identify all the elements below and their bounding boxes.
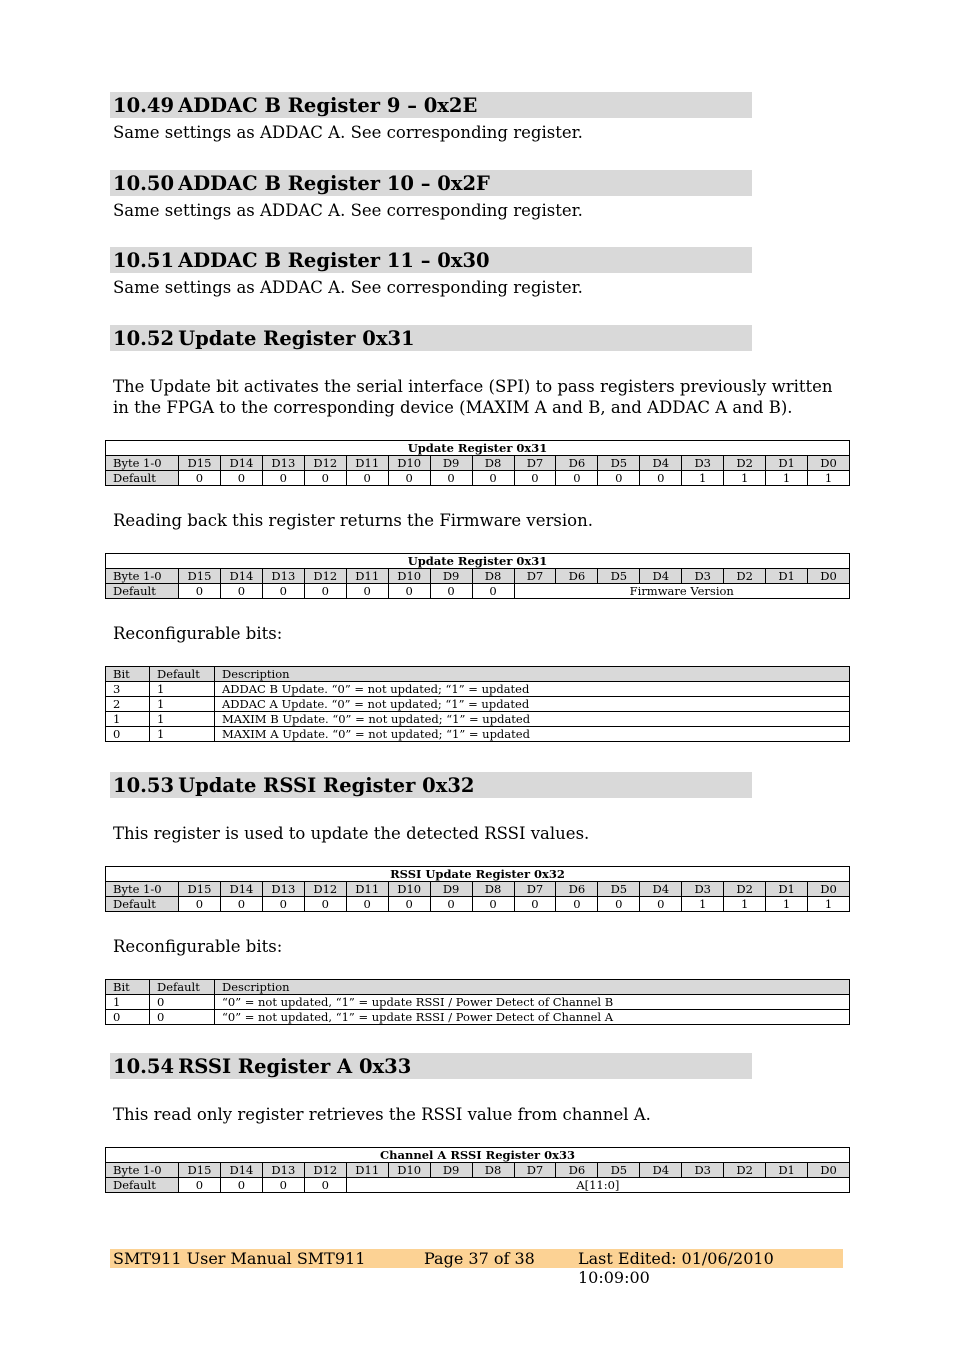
header-cell: D12 (304, 1163, 346, 1178)
section-heading-10-54 (110, 1053, 752, 1079)
bits-table-update (105, 666, 850, 742)
cell: 0 (514, 471, 556, 486)
section-heading-10-52 (110, 325, 752, 351)
table-header-row (106, 1163, 850, 1178)
table-row (106, 727, 850, 742)
cell: 0 (220, 471, 262, 486)
section-title: RSSI Register A 0x33 (178, 1055, 412, 1078)
page-footer (110, 1249, 843, 1287)
section-text: Same settings as ADDAC A. See corresponding register. (113, 201, 583, 220)
header-cell: D6 (556, 456, 598, 471)
footer-manual-title: SMT911 User Manual SMT911 (113, 1249, 366, 1268)
table-row (106, 1178, 850, 1193)
header-cell: D9 (430, 456, 472, 471)
header-cell: D6 (556, 569, 598, 584)
header-cell: D0 (808, 456, 850, 471)
row-label: Default (106, 1178, 179, 1193)
header-cell: D8 (472, 456, 514, 471)
header-cell: D2 (724, 456, 766, 471)
cell: “0” = not updated, “1” = update RSSI / Power Detect of Channel B (215, 995, 850, 1010)
row-label: Default (106, 897, 179, 912)
cell: 0 (640, 471, 682, 486)
header-cell: D2 (724, 569, 766, 584)
section-number: 10.53 (113, 774, 175, 797)
cell: 0 (556, 471, 598, 486)
header-cell: D1 (766, 569, 808, 584)
cell: 1 (106, 712, 150, 727)
cell: 0 (262, 897, 304, 912)
cell: 0 (304, 1178, 346, 1193)
reading-back-text: Reading back this register returns the Firmware version. (113, 511, 593, 530)
header-cell: D2 (724, 882, 766, 897)
header-cell: Description (215, 980, 850, 995)
section-title: Update RSSI Register 0x32 (178, 774, 475, 797)
header-cell: D14 (220, 569, 262, 584)
cell: 0 (430, 471, 472, 486)
section-number: 10.50 (113, 172, 175, 195)
register-table-update-2 (105, 553, 850, 599)
cell: 1 (724, 897, 766, 912)
section-title: ADDAC B Register 10 – 0x2F (178, 172, 490, 195)
header-cell: D1 (766, 456, 808, 471)
cell: MAXIM A Update. “0” = not updated; “1” = updated (215, 727, 850, 742)
header-cell: D11 (346, 456, 388, 471)
section-heading-10-51 (110, 247, 752, 273)
table-header-row (106, 980, 850, 995)
header-cell: Bit (106, 667, 150, 682)
header-cell: D4 (640, 569, 682, 584)
cell: 1 (766, 897, 808, 912)
cell: 1 (150, 682, 215, 697)
cell: 0 (472, 584, 514, 599)
header-cell: D7 (514, 1163, 556, 1178)
header-cell: D9 (430, 569, 472, 584)
table-header-row (106, 667, 850, 682)
table-row (106, 584, 850, 599)
table-row (106, 1010, 850, 1025)
table-title: RSSI Update Register 0x32 (106, 867, 850, 882)
cell: 0 (640, 897, 682, 912)
cell: 0 (220, 584, 262, 599)
cell: 0 (179, 1178, 221, 1193)
bits-table-rssi (105, 979, 850, 1025)
table-row (106, 697, 850, 712)
header-cell: Description (215, 667, 850, 682)
header-cell: D7 (514, 569, 556, 584)
cell: 0 (598, 897, 640, 912)
header-cell: D4 (640, 456, 682, 471)
cell: MAXIM B Update. “0” = not updated; “1” = updated (215, 712, 850, 727)
cell: 0 (388, 471, 430, 486)
section-number: 10.49 (113, 94, 175, 117)
section-number: 10.52 (113, 327, 175, 350)
header-cell: D4 (640, 1163, 682, 1178)
cell: 1 (150, 697, 215, 712)
header-cell: D6 (556, 882, 598, 897)
header-cell: D3 (682, 456, 724, 471)
header-cell: D13 (262, 1163, 304, 1178)
header-cell: D14 (220, 456, 262, 471)
section-text: Same settings as ADDAC A. See corresponding register. (113, 123, 583, 142)
section-text: This read only register retrieves the RSSI value from channel A. (113, 1105, 651, 1124)
cell: 0 (106, 727, 150, 742)
header-cell: Byte 1-0 (106, 882, 179, 897)
header-cell: D6 (556, 1163, 598, 1178)
footer-last-edited: Last Edited: 01/06/2010 10:09:00 (578, 1249, 774, 1287)
section-number: 10.51 (113, 249, 175, 272)
header-cell: D5 (598, 456, 640, 471)
cell: 0 (150, 1010, 215, 1025)
register-table-rssi-a (105, 1147, 850, 1193)
header-cell: D10 (388, 569, 430, 584)
section-text: This register is used to update the detected RSSI values. (113, 824, 590, 843)
header-cell: D7 (514, 456, 556, 471)
header-cell: D3 (682, 1163, 724, 1178)
cell: 0 (179, 897, 221, 912)
header-cell: D1 (766, 882, 808, 897)
cell: 0 (346, 471, 388, 486)
footer-page-number: Page 37 of 38 (424, 1249, 535, 1268)
cell: 0 (106, 1010, 150, 1025)
cell: 0 (150, 995, 215, 1010)
cell: 1 (808, 471, 850, 486)
section-heading-10-53 (110, 772, 752, 798)
rssi-value-cell: A[11:0] (346, 1178, 849, 1193)
cell: 2 (106, 697, 150, 712)
cell: 1 (682, 897, 724, 912)
header-cell: Byte 1-0 (106, 1163, 179, 1178)
table-header-row (106, 456, 850, 471)
header-cell: D0 (808, 882, 850, 897)
header-cell: D3 (682, 569, 724, 584)
cell: 0 (346, 584, 388, 599)
header-cell: D12 (304, 569, 346, 584)
header-cell: D8 (472, 882, 514, 897)
header-cell: D9 (430, 1163, 472, 1178)
header-cell: D4 (640, 882, 682, 897)
header-cell: D7 (514, 882, 556, 897)
header-cell: D11 (346, 1163, 388, 1178)
section-number: 10.54 (113, 1055, 175, 1078)
header-cell: Byte 1-0 (106, 456, 179, 471)
header-cell: D15 (179, 569, 221, 584)
cell: 1 (808, 897, 850, 912)
cell: 0 (220, 897, 262, 912)
cell: 1 (150, 727, 215, 742)
table-row (106, 897, 850, 912)
cell: ADDAC A Update. “0” = not updated; “1” = updated (215, 697, 850, 712)
row-label: Default (106, 584, 179, 599)
table-title: Channel A RSSI Register 0x33 (106, 1148, 850, 1163)
cell: 1 (106, 995, 150, 1010)
header-cell: D9 (430, 882, 472, 897)
cell: 3 (106, 682, 150, 697)
table-title: Update Register 0x31 (106, 554, 850, 569)
cell: 0 (179, 471, 221, 486)
header-cell: D10 (388, 456, 430, 471)
section-title: ADDAC B Register 9 – 0x2E (178, 94, 478, 117)
header-cell: D13 (262, 569, 304, 584)
header-cell: Byte 1-0 (106, 569, 179, 584)
cell: 0 (262, 584, 304, 599)
cell: 0 (388, 897, 430, 912)
row-label: Default (106, 471, 179, 486)
reconfig-label: Reconfigurable bits: (113, 624, 283, 643)
header-cell: Default (150, 980, 215, 995)
section-title: Update Register 0x31 (178, 327, 415, 350)
table-row (106, 682, 850, 697)
section-heading-10-50 (110, 170, 752, 196)
table-header-row (106, 569, 850, 584)
header-cell: D13 (262, 882, 304, 897)
register-table-rssi-update (105, 866, 850, 912)
header-cell: D3 (682, 882, 724, 897)
cell: 0 (304, 471, 346, 486)
cell: 0 (262, 1178, 304, 1193)
header-cell: D5 (598, 569, 640, 584)
table-row (106, 712, 850, 727)
header-cell: D15 (179, 882, 221, 897)
cell: 0 (179, 584, 221, 599)
header-cell: D11 (346, 882, 388, 897)
header-cell: D12 (304, 882, 346, 897)
header-cell: D15 (179, 456, 221, 471)
header-cell: D13 (262, 456, 304, 471)
table-row (106, 471, 850, 486)
header-cell: Default (150, 667, 215, 682)
header-cell: D12 (304, 456, 346, 471)
cell: 0 (430, 584, 472, 599)
firmware-version-cell: Firmware Version (514, 584, 850, 599)
cell: 0 (304, 584, 346, 599)
header-cell: D8 (472, 1163, 514, 1178)
cell: ADDAC B Update. “0” = not updated; “1” = updated (215, 682, 850, 697)
cell: 0 (430, 897, 472, 912)
cell: 1 (766, 471, 808, 486)
header-cell: D10 (388, 882, 430, 897)
header-cell: D15 (179, 1163, 221, 1178)
table-row (106, 995, 850, 1010)
section-text: The Update bit activates the serial interface (SPI) to pass registers previously written in the FPGA to the corresponding device (MAXIM A and B, and ADDAC A and B). (113, 377, 833, 417)
cell: “0” = not updated, “1” = update RSSI / Power Detect of Channel A (215, 1010, 850, 1025)
section-heading-10-49 (110, 92, 752, 118)
table-title: Update Register 0x31 (106, 441, 850, 456)
cell: 0 (346, 897, 388, 912)
cell: 0 (472, 897, 514, 912)
cell: 0 (556, 897, 598, 912)
cell: 0 (472, 471, 514, 486)
section-text: Same settings as ADDAC A. See corresponding register. (113, 278, 583, 297)
header-cell: Bit (106, 980, 150, 995)
header-cell: D1 (766, 1163, 808, 1178)
cell: 0 (598, 471, 640, 486)
cell: 0 (304, 897, 346, 912)
cell: 1 (150, 712, 215, 727)
reconfig-label: Reconfigurable bits: (113, 937, 283, 956)
section-title: ADDAC B Register 11 – 0x30 (178, 249, 490, 272)
cell: 0 (514, 897, 556, 912)
table-header-row (106, 882, 850, 897)
header-cell: D5 (598, 882, 640, 897)
cell: 0 (262, 471, 304, 486)
header-cell: D14 (220, 882, 262, 897)
header-cell: D0 (808, 1163, 850, 1178)
header-cell: D8 (472, 569, 514, 584)
header-cell: D11 (346, 569, 388, 584)
register-table-update-1 (105, 440, 850, 486)
cell: 0 (220, 1178, 262, 1193)
header-cell: D5 (598, 1163, 640, 1178)
header-cell: D10 (388, 1163, 430, 1178)
cell: 1 (682, 471, 724, 486)
header-cell: D0 (808, 569, 850, 584)
cell: 0 (388, 584, 430, 599)
cell: 1 (724, 471, 766, 486)
header-cell: D14 (220, 1163, 262, 1178)
header-cell: D2 (724, 1163, 766, 1178)
